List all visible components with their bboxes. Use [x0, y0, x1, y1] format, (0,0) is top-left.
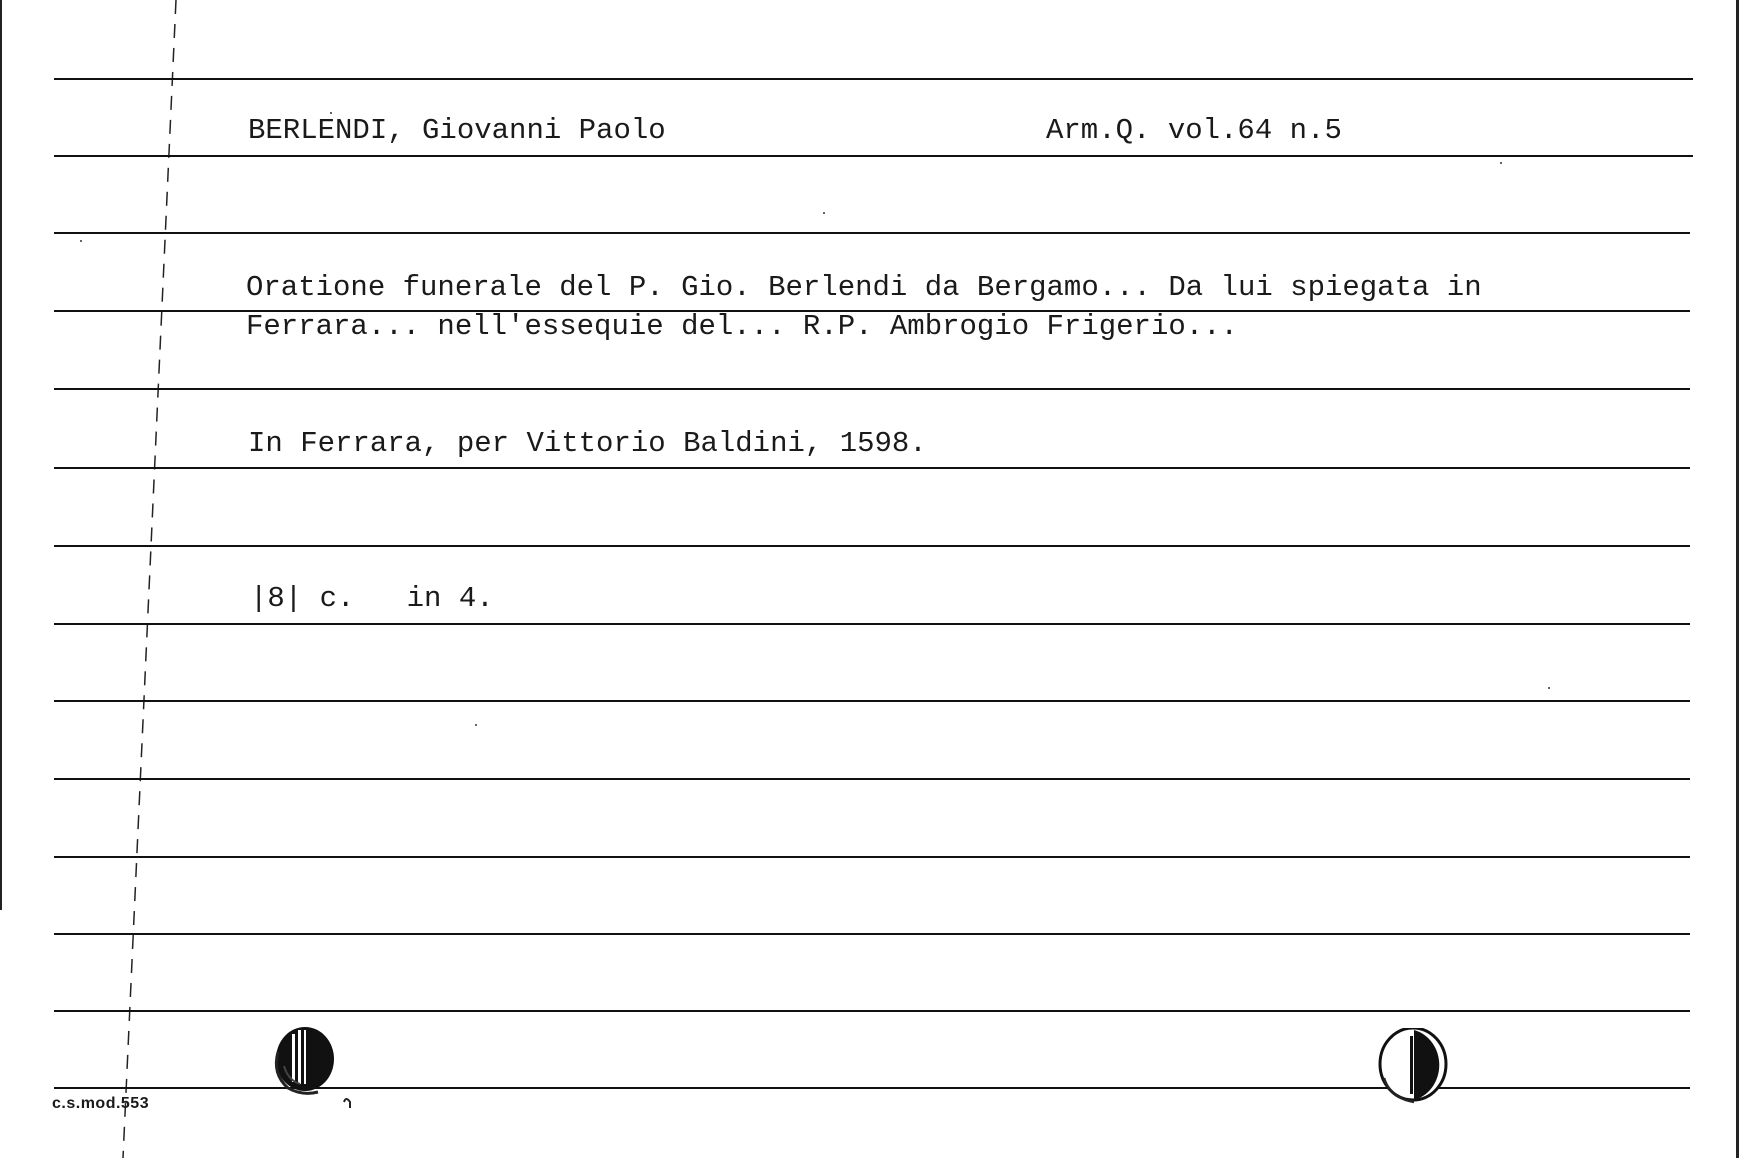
collation: |8| c. in 4. [250, 582, 494, 615]
ruled-line [54, 623, 1690, 625]
ruled-line [54, 467, 1690, 469]
punch-hole-left [258, 1022, 358, 1122]
ruled-line [54, 856, 1690, 858]
author-heading: BERLENDI, Giovanni Paolo [248, 114, 666, 147]
title-line-2: Ferrara... nell'essequie del... R.P. Ambrogio Frigerio... [246, 310, 1238, 343]
ruled-line [54, 545, 1690, 547]
speck [475, 724, 477, 726]
ruled-line [54, 388, 1690, 390]
speck [80, 240, 82, 242]
imprint: In Ferrara, per Vittorio Baldini, 1598. [248, 427, 927, 460]
margin-dashed-line [0, 0, 200, 1158]
ruled-line [54, 933, 1690, 935]
form-code: c.s.mod.553 [52, 1095, 150, 1112]
ruled-line [54, 700, 1690, 702]
title-line-1: Oratione funerale del P. Gio. Berlendi da Bergamo... Da lui spiegata in [246, 271, 1482, 304]
ruled-line [54, 155, 1693, 157]
ruled-line [54, 1010, 1690, 1012]
speck [330, 112, 332, 114]
ruled-line [54, 78, 1693, 80]
shelfmark: Arm.Q. vol.64 n.5 [1046, 114, 1342, 147]
speck [823, 212, 825, 214]
ruled-line [54, 232, 1690, 234]
punch-hole-right [1370, 1028, 1470, 1118]
ruled-line [54, 778, 1690, 780]
speck [1548, 687, 1550, 689]
speck [1500, 162, 1502, 164]
